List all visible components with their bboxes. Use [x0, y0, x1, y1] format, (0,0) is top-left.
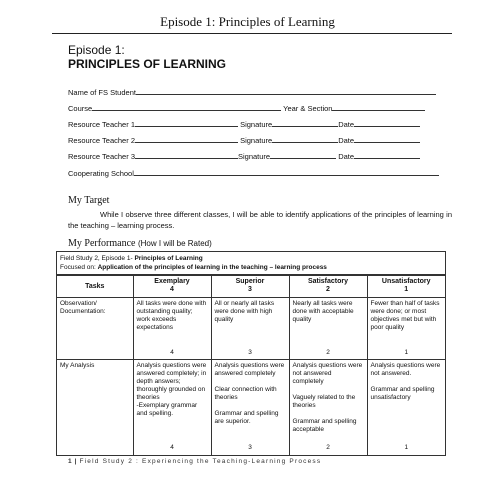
rubric-cell	[211, 360, 289, 455]
column-header-satisfactory	[289, 276, 367, 298]
date-2-field[interactable]	[354, 135, 420, 143]
episode-title: PRINCIPLES OF LEARNING	[68, 57, 227, 71]
date-3-label: Date	[338, 152, 355, 161]
rubric-cell-text: Analysis questions were not answered. Grammar and spelling unsatisfactory	[370, 362, 441, 401]
rubric-cell	[133, 298, 211, 360]
column-label-exemplary: Exemplary	[154, 278, 190, 285]
rubric-caption	[57, 252, 445, 275]
rubric-header-row	[57, 276, 445, 298]
date-1-label: Date	[338, 120, 355, 129]
year-section-label: Year & Section	[283, 104, 333, 113]
page-footer	[68, 458, 321, 465]
cooperating-school-field[interactable]	[134, 168, 439, 176]
target-heading: My Target	[68, 195, 110, 206]
rubric-cell-text: All or nearly all tasks were done with high quality	[214, 300, 275, 323]
rubric-cell	[289, 360, 367, 455]
signature-2-label: Signature	[240, 136, 273, 145]
episode-label: Episode 1:	[68, 43, 125, 57]
rubric-cell-score: 3	[248, 349, 252, 356]
column-score-superior: 3	[248, 286, 252, 293]
rubric-cell	[211, 298, 289, 360]
table-row	[57, 298, 445, 360]
rubric-cell	[367, 360, 445, 455]
signature-3-label: Signature	[237, 152, 271, 161]
resource-teacher-2-field[interactable]	[135, 135, 238, 143]
column-header-superior	[211, 276, 289, 298]
rubric-caption-2-prefix: Focused on:	[60, 264, 98, 271]
rubric-grid	[57, 275, 445, 455]
signature-1-field[interactable]	[272, 119, 338, 127]
table-row	[57, 360, 445, 455]
performance-heading	[68, 238, 212, 249]
column-score-satisfactory: 2	[326, 286, 330, 293]
rubric-cell-score: 4	[170, 444, 174, 451]
rubric-caption-1-prefix: Field Study 2, Episode 1-	[60, 255, 135, 262]
page-header-title: Episode 1: Principles of Learning	[160, 14, 335, 29]
rubric-cell-score: 1	[404, 349, 409, 356]
footer-page-number: 1	[68, 458, 72, 465]
rubric-cell-text: Analysis questions were answered completely Clear connection with theories Grammar and spelling are superior.	[214, 362, 285, 425]
rubric-cell	[133, 360, 211, 455]
rubric-cell-score: 1	[404, 444, 409, 451]
course-field[interactable]	[92, 103, 281, 111]
rubric-cell-score: 4	[170, 349, 174, 356]
resource-teacher-1-row	[68, 119, 420, 129]
date-2-label: Date	[338, 136, 355, 145]
rubric-caption-line-1	[60, 254, 442, 263]
resource-teacher-1-field[interactable]	[135, 119, 238, 127]
rubric-cell	[367, 298, 445, 360]
resource-teacher-3-field[interactable]	[135, 151, 238, 159]
signature-3-field[interactable]	[270, 151, 336, 159]
rubric-cell-text: Analysis questions were not answered completely Vaguely related to the theories Grammar and spelling acceptable	[292, 362, 363, 433]
resource-teacher-3-label: Resource Teacher 3	[68, 152, 135, 161]
signature-2-field[interactable]	[272, 135, 338, 143]
rubric-cell-text: All tasks were done with outstanding quality; work exceeds expectations	[136, 300, 207, 331]
performance-subheading: (How I will be Rated)	[137, 239, 212, 248]
column-label-unsatisfactory: Unsatisfactory	[381, 278, 431, 285]
resource-teacher-2-label: Resource Teacher 2	[68, 136, 135, 145]
rubric-cell	[289, 298, 367, 360]
course-row	[68, 103, 425, 113]
rubric-caption-line-2	[60, 263, 442, 272]
date-3-field[interactable]	[354, 151, 420, 159]
column-label-superior: Superior	[235, 278, 265, 285]
target-text: While I observe three different classes, I will be able to identify applications of the principles of learning in the teaching – learning process.	[68, 210, 452, 230]
footer-text: Field Study 2 : Experiencing the Teaching-Learning Process	[79, 458, 322, 465]
row-task-analysis: My Analysis	[57, 360, 133, 455]
rubric-cell-text: Nearly all tasks were done with acceptable quality	[292, 300, 354, 323]
column-score-unsatisfactory: 1	[404, 286, 409, 293]
rubric-cell-score: 3	[248, 444, 252, 451]
rubric-cell-score: 2	[326, 349, 330, 356]
rubric-caption-1-bold: Principles of Learning	[134, 255, 203, 262]
column-header-exemplary	[133, 276, 211, 298]
cooperating-school-label: Cooperating School	[68, 169, 134, 178]
signature-1-label: Signature	[240, 120, 273, 129]
rubric-cell-text: Fewer than half of tasks were done; or most objectives met but with poor quality	[370, 300, 440, 331]
performance-heading-text: My Performance	[68, 238, 136, 249]
header-divider	[52, 33, 452, 34]
student-name-label: Name of FS Student	[68, 88, 136, 97]
cooperating-school-row	[68, 168, 439, 178]
column-label-tasks: Tasks	[85, 282, 105, 290]
rubric-caption-2-bold: Application of the principles of learning in the teaching – learning process	[97, 264, 327, 271]
course-label: Course	[68, 104, 93, 113]
student-name-row	[68, 87, 436, 97]
footer-separator: |	[74, 458, 77, 465]
resource-teacher-3-row	[68, 151, 420, 161]
resource-teacher-1-label: Resource Teacher 1	[68, 120, 135, 129]
year-section-field[interactable]	[332, 103, 425, 111]
column-score-exemplary: 4	[170, 286, 174, 293]
date-1-field[interactable]	[354, 119, 420, 127]
rubric-cell-text: Analysis questions were answered completely; in depth answers; thoroughly grounded on theories -Exemplary grammar and spelling.	[136, 362, 207, 417]
row-task-observation: Observation/ Documentation:	[57, 298, 133, 360]
student-name-field[interactable]	[136, 87, 436, 95]
column-header-tasks	[57, 276, 133, 298]
resource-teacher-2-row	[68, 135, 420, 145]
column-header-unsatisfactory	[367, 276, 445, 298]
rubric-cell-score: 2	[326, 444, 330, 451]
column-label-satisfactory: Satisfactory	[307, 278, 349, 285]
rubric-table	[56, 251, 446, 456]
